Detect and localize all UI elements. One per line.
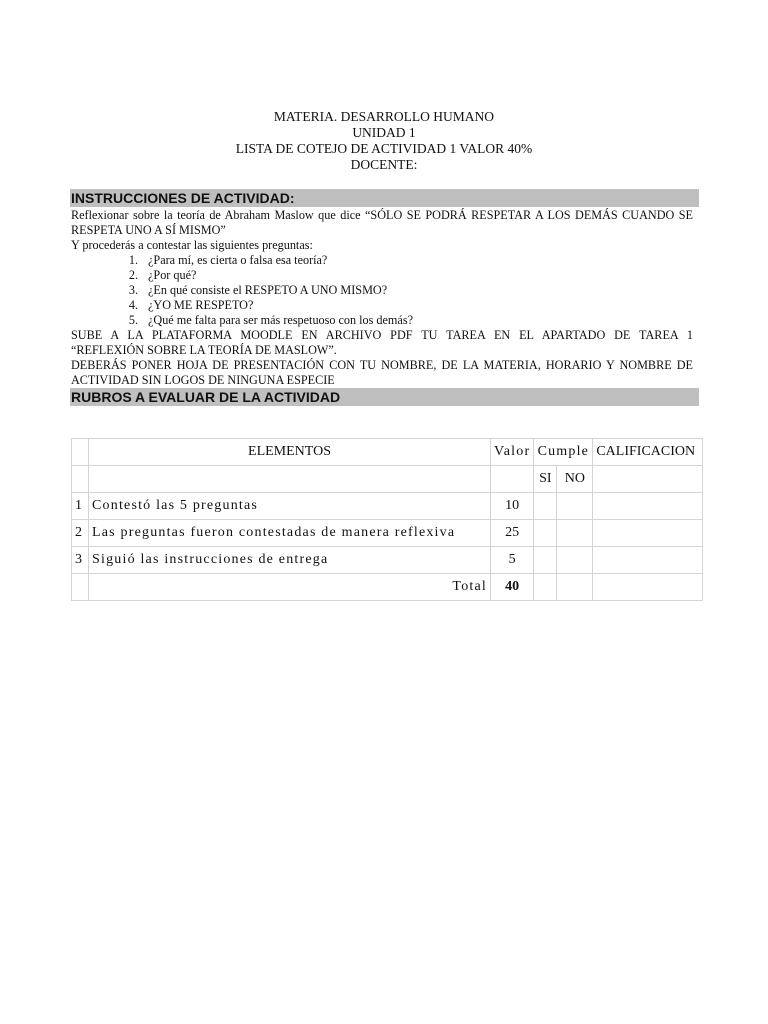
list-item: 1. ¿Para mí, es cierta o falsa esa teoría? (128, 253, 328, 267)
row-valor: 25 (491, 520, 534, 547)
subject-title: MATERIA. DESARROLLO HUMANO (273, 109, 495, 124)
question-list (71, 253, 693, 328)
list-item: 2. ¿Por qué? (128, 268, 197, 282)
list-item: 3. ¿En qué consiste el RESPETO A UNO MISMO? (128, 283, 388, 297)
teacher-label: DOCENTE: (350, 157, 418, 172)
elements-header: ELEMENTOS (89, 439, 491, 466)
row-element: Contestó las 5 preguntas (89, 493, 491, 520)
cover-line-1: DEBERÁS PONER HOJA DE PRESENTACIÓN CON TU NOMBRE, DE LA MATERIA, HORARIO Y NOMBRE DE (71, 358, 693, 372)
unit-title: UNIDAD 1 (352, 125, 416, 140)
si-header: SI (534, 466, 557, 493)
upload-line-1: SUBE A LA PLATAFORMA MOODLE EN ARCHIVO PDF TU TAREA EN EL APARTADO DE TAREA 1 (71, 328, 693, 342)
total-value: 40 (491, 574, 534, 601)
no-cell[interactable] (557, 520, 593, 547)
list-item: 4. ¿YO ME RESPETO? (128, 298, 254, 312)
row-number: 3 (72, 547, 89, 574)
calificacion-cell[interactable] (593, 547, 703, 574)
si-cell[interactable] (534, 520, 557, 547)
table-row (72, 493, 703, 520)
document-header (0, 109, 768, 173)
checklist-title: LISTA DE COTEJO DE ACTIVIDAD 1 VALOR 40% (235, 141, 533, 156)
rubric-heading: RUBROS A EVALUAR DE LA ACTIVIDAD (70, 388, 699, 406)
row-number: 1 (72, 493, 89, 520)
no-header: NO (557, 466, 593, 493)
upload-line-2: “REFLEXIÓN SOBRE LA TEORÍA DE MASLOW”. (71, 343, 337, 357)
no-cell[interactable] (557, 547, 593, 574)
list-item: 5. ¿Qué me falta para ser más respetuoso con los demás? (128, 313, 413, 327)
row-valor: 10 (491, 493, 534, 520)
row-element: Siguió las instrucciones de entrega (89, 547, 491, 574)
table-subheader-row (72, 466, 703, 493)
table-row (72, 520, 703, 547)
table-total-row (72, 574, 703, 601)
reflect-line-1: Reflexionar sobre la teoría de Abraham Maslow que dice “SÓLO SE PODRÁ RESPETAR A LOS DEMÁS CUANDO SE (71, 208, 693, 222)
si-cell[interactable] (534, 493, 557, 520)
valor-header: Valor (491, 439, 534, 466)
reflect-line-2: RESPETA UNO A SÍ MISMO” (71, 223, 226, 237)
row-element: Las preguntas fueron contestadas de manera reflexiva (89, 520, 491, 547)
row-number: 2 (72, 520, 89, 547)
table-header-row (72, 439, 703, 466)
rubric-table (71, 438, 703, 601)
calificacion-header: CALIFICACION (593, 439, 703, 466)
cover-line-2: ACTIVIDAD SIN LOGOS DE NINGUNA ESPECIE (71, 373, 335, 387)
proceed-text: Y procederás a contestar las siguientes preguntas: (71, 238, 313, 252)
calificacion-cell[interactable] (593, 493, 703, 520)
cumple-header: Cumple (534, 439, 593, 466)
row-valor: 5 (491, 547, 534, 574)
table-row (72, 547, 703, 574)
si-cell[interactable] (534, 574, 557, 601)
no-cell[interactable] (557, 574, 593, 601)
calificacion-cell[interactable] (593, 574, 703, 601)
si-cell[interactable] (534, 547, 557, 574)
instructions-body (71, 208, 693, 388)
total-label: Total (89, 574, 491, 601)
calificacion-cell[interactable] (593, 520, 703, 547)
instructions-heading: INSTRUCCIONES DE ACTIVIDAD: (70, 189, 699, 207)
no-cell[interactable] (557, 493, 593, 520)
